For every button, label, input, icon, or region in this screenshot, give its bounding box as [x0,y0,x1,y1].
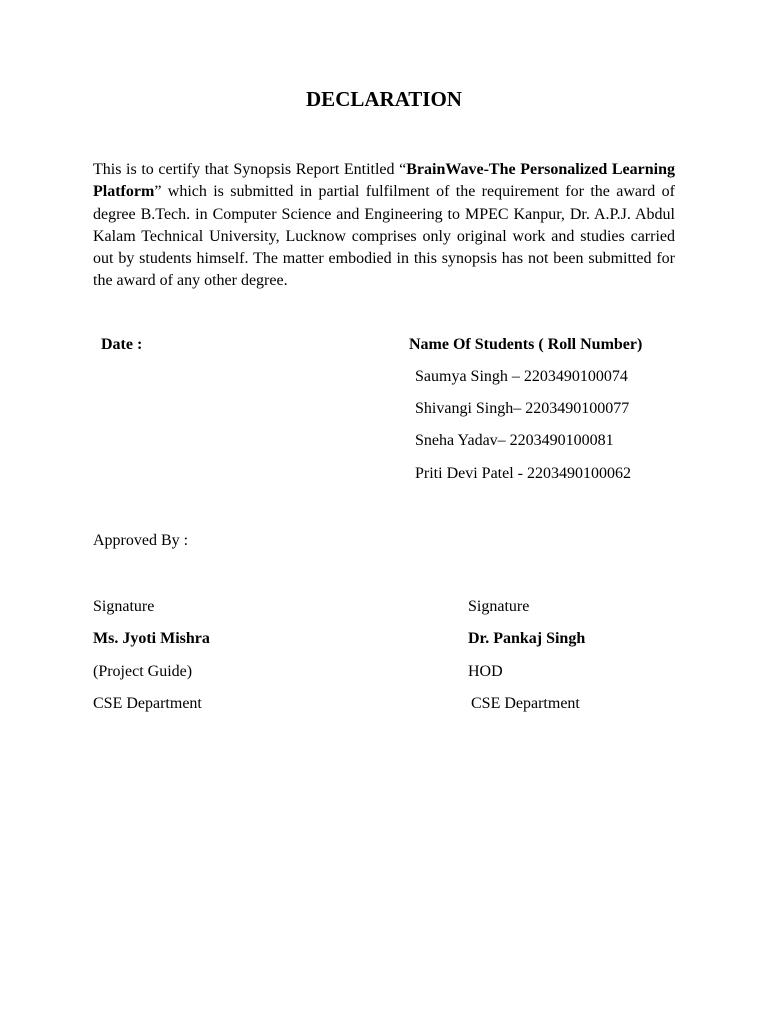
signature-label-guide: Signature [93,598,155,615]
student-entry: Priti Devi Patel - 2203490100062 [415,465,631,482]
page-title: DECLARATION [306,87,462,111]
guide-role: (Project Guide) [93,663,193,680]
student-entry: Sneha Yadav– 2203490100081 [415,432,614,449]
declaration-paragraph [93,159,675,293]
hod-role: HOD [468,663,503,680]
hod-name: Dr. Pankaj Singh [468,630,586,647]
project-title: BrainWave-The Personalized Learning Platform [93,161,676,201]
date-label: Date : [101,336,143,353]
approved-by-label: Approved By : [93,532,189,549]
paragraph-intro: This is to certify that Synopsis Report Entitled “ [93,161,407,178]
guide-department: CSE Department [93,695,202,712]
student-entry: Shivangi Singh– 2203490100077 [415,400,630,417]
students-heading: Name Of Students ( Roll Number) [409,336,643,353]
signature-label-hod: Signature [468,598,530,615]
guide-name: Ms. Jyoti Mishra [93,630,210,647]
student-entry: Saumya Singh – 2203490100074 [415,368,628,385]
hod-department: CSE Department [471,695,580,712]
paragraph-rest: ” which is submitted in partial fulfilment of the requirement for the award of degree B.Tech. in Computer Science and Engineering to MPEC Kanpur, Dr. A.P.J. Abdul Kalam Technical University, Lucknow comprises only original work and studies carried out by students himself. The matter embodied in this synopsis has not been submitted for the award of any other degree. [93,183,675,290]
